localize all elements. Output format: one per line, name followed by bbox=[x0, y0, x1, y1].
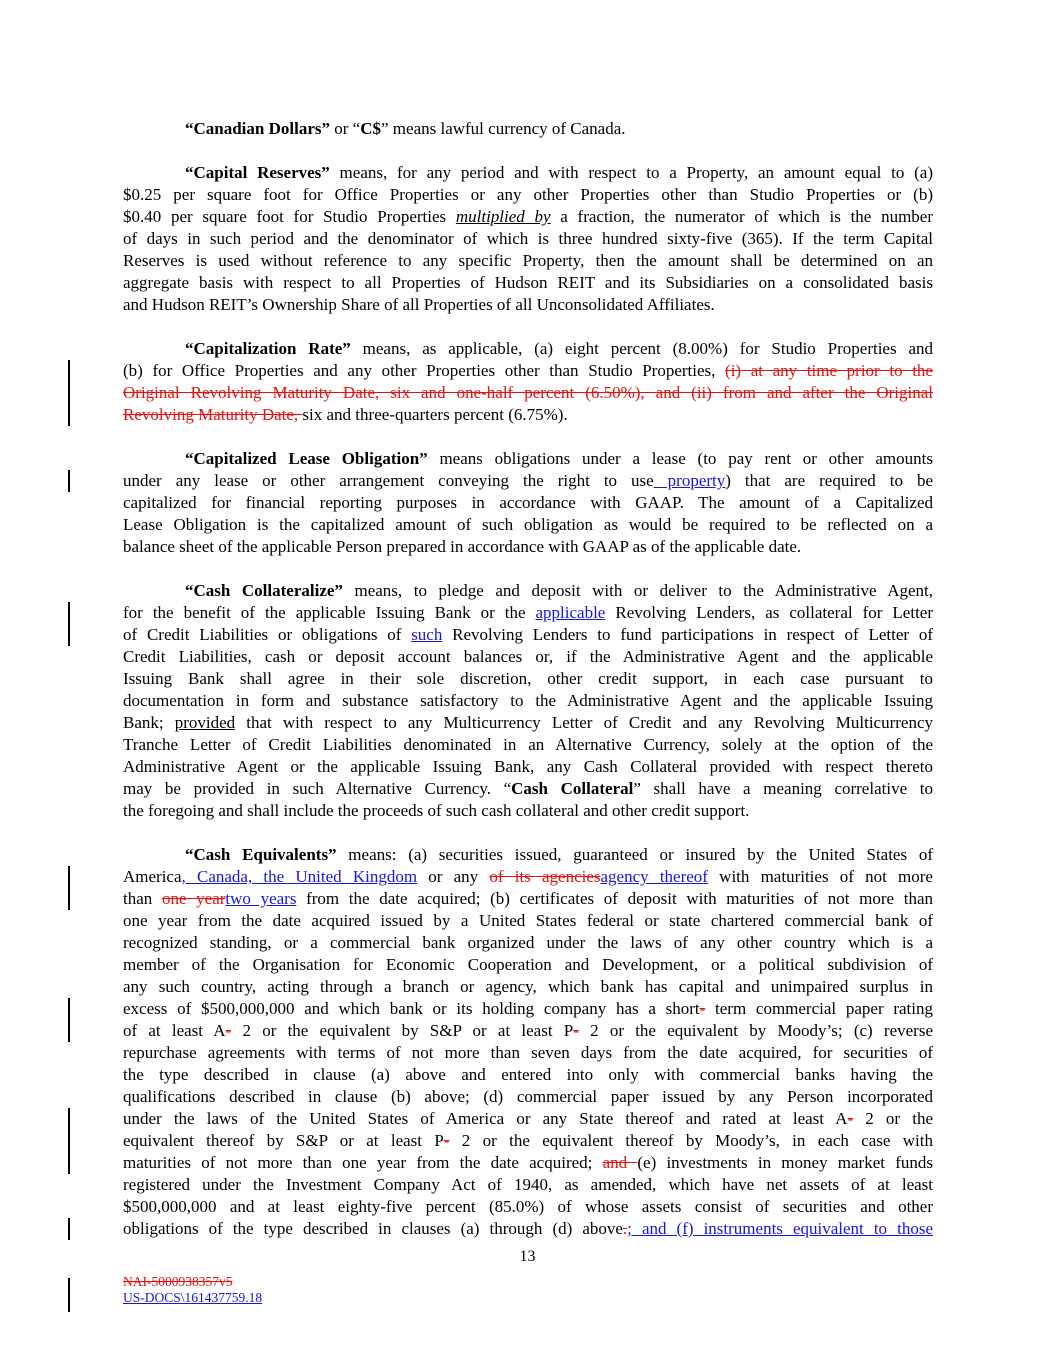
deleted-text: Revolving Maturity Date, bbox=[123, 405, 303, 424]
inserted-text: two years bbox=[225, 889, 297, 908]
body-text: that with respect to any Multicurrency Letter of Credit and any Revolving Multicurrency bbox=[235, 713, 934, 732]
body-text: 2 or the equivalent by S&P or at least P bbox=[231, 1021, 574, 1040]
text-line-changed bbox=[123, 470, 933, 492]
defined-term: “Canadian Dollars” bbox=[185, 119, 330, 138]
body-text: means, for any period and with respect to a Property, an amount equal to (a) bbox=[329, 163, 933, 182]
text-line bbox=[123, 668, 933, 690]
text-line bbox=[123, 338, 933, 360]
body-text: ” means lawful currency of Canada. bbox=[381, 119, 626, 138]
body-text: aggregate basis with respect to all Properties of Hudson REIT and its Subsidiaries on a consolidated basis bbox=[123, 273, 933, 292]
body-text: one year from the date acquired issued by a United States federal or state chartered commercial bank of bbox=[123, 911, 933, 930]
body-text: of Credit Liabilities or obligations of bbox=[123, 625, 412, 644]
body-text: Tranche Letter of Credit Liabilities denominated in an Alternative Currency, solely at the option of the bbox=[123, 735, 933, 754]
body-text: (e) investments in money market funds bbox=[637, 1153, 933, 1172]
text-line bbox=[123, 778, 933, 800]
body-text: balance sheet of the applicable Person prepared in accordance with GAAP as of the applicable date. bbox=[123, 537, 802, 556]
text-line bbox=[123, 580, 933, 602]
body-text: equivalent thereof by S&P or at least P bbox=[123, 1131, 444, 1150]
deleted-text: of its agencies bbox=[489, 867, 601, 886]
text-line bbox=[123, 756, 933, 778]
text-line-changed bbox=[123, 1020, 933, 1042]
text-line bbox=[123, 932, 933, 954]
body-text: $0.25 per square foot for Office Properties or any other Properties other than Studio Properties or (b) bbox=[123, 185, 933, 204]
text-line bbox=[123, 250, 933, 272]
text-line bbox=[123, 228, 933, 250]
body-text: 2 or the equivalent by Moody’s; (c) reverse bbox=[578, 1021, 933, 1040]
body-text: (b) for Office Properties and any other Properties other than Studio Properties, bbox=[123, 361, 726, 380]
body-text: means: (a) securities issued, guaranteed or insured by the United States of bbox=[336, 845, 933, 864]
body-text: term commercial paper rating bbox=[705, 999, 933, 1018]
paragraph bbox=[123, 162, 933, 316]
body-text: repurchase agreements with terms of not more than seven days from the date acquired, for securities of bbox=[123, 1043, 933, 1062]
italic-underlined-text: multiplied by bbox=[455, 207, 551, 226]
text-line bbox=[123, 954, 933, 976]
defined-term: “Cash Collateralize” bbox=[185, 581, 343, 600]
text-line-changed bbox=[123, 1130, 933, 1152]
paragraph bbox=[123, 118, 933, 140]
inserted-text: property bbox=[653, 471, 726, 490]
body-text: a fraction, the numerator of which is the number bbox=[550, 207, 933, 226]
body-text: Credit Liabilities, cash or deposit account balances or, if the Administrative Agent and the applicable bbox=[123, 647, 933, 666]
body-text: of days in such period and the denominator of which is three hundred sixty-five (365). If the term Capital bbox=[123, 229, 933, 248]
document-content bbox=[123, 118, 933, 1240]
body-text: under the laws of the United States of America or any State thereof and rated at least A bbox=[123, 1109, 848, 1128]
text-line bbox=[123, 1042, 933, 1064]
body-text: recognized standing, or a commercial bank organized under the laws of any other country which is a bbox=[123, 933, 933, 952]
deleted-text: Original Revolving Maturity Date, six and one-half percent (6.50%), and (ii) from and after the Original bbox=[123, 383, 933, 402]
body-text: of at least A bbox=[123, 1021, 226, 1040]
body-text: documentation in form and substance satisfactory to the Administrative Agent and the applicable Issuing bbox=[123, 691, 933, 710]
inserted-text: ; and (f) instruments equivalent to those bbox=[627, 1219, 933, 1238]
defined-term: “Cash Equivalents” bbox=[185, 845, 337, 864]
text-line bbox=[123, 272, 933, 294]
body-text: or “ bbox=[330, 119, 361, 138]
body-text: qualifications described in clause (b) above; (d) commercial paper issued by any Person incorporated bbox=[123, 1087, 933, 1106]
body-text: ) that are required to be bbox=[725, 471, 933, 490]
body-text: obligations of the type described in clauses (a) through (d) above bbox=[123, 1219, 623, 1238]
body-text: 2 or the equivalent thereof by Moody’s, in each case with bbox=[449, 1131, 933, 1150]
deleted-text: (i) at any time prior to the bbox=[725, 361, 933, 380]
text-line bbox=[123, 976, 933, 998]
text-line-changed bbox=[123, 888, 933, 910]
body-text: ” shall have a meaning correlative to bbox=[633, 779, 933, 798]
body-text: means, to pledge and deposit with or deliver to the Administrative Agent, bbox=[342, 581, 933, 600]
body-text: capitalized for financial reporting purposes in accordance with GAAP. The amount of a Capitalized bbox=[123, 493, 933, 512]
body-text: Bank; bbox=[123, 713, 175, 732]
page-number: 13 bbox=[519, 1248, 536, 1265]
text-line bbox=[123, 690, 933, 712]
body-text: America bbox=[123, 867, 182, 886]
inserted-text: , Canada, the United Kingdom bbox=[181, 867, 418, 886]
body-text: than bbox=[123, 889, 162, 908]
body-text: Reserves is used without reference to any specific Property, then the amount shall be determined on an bbox=[123, 251, 933, 270]
defined-term: “Capitalized Lease Obligation” bbox=[185, 449, 428, 468]
text-line bbox=[123, 206, 933, 228]
text-line bbox=[123, 514, 933, 536]
text-line bbox=[123, 1196, 933, 1218]
body-text: the foregoing and shall include the proceeds of such cash collateral and other credit support. bbox=[123, 801, 750, 820]
body-text: six and three-quarters percent (6.75%). bbox=[302, 405, 568, 424]
deleted-text: and bbox=[602, 1153, 638, 1172]
text-line bbox=[123, 800, 933, 822]
footer-references bbox=[123, 1274, 262, 1306]
underlined-text: provided bbox=[174, 713, 236, 732]
text-line-changed bbox=[123, 1108, 933, 1130]
paragraph bbox=[123, 580, 933, 822]
body-text: maturities of not more than one year from the date acquired; bbox=[123, 1153, 603, 1172]
body-text: and Hudson REIT’s Ownership Share of all Properties of all Unconsolidated Affiliates. bbox=[123, 295, 715, 314]
text-line bbox=[123, 646, 933, 668]
paragraph bbox=[123, 844, 933, 1240]
body-text: with maturities of not more bbox=[707, 867, 933, 886]
deleted-text: - bbox=[573, 1021, 579, 1040]
body-text: means obligations under a lease (to pay rent or other amounts bbox=[427, 449, 933, 468]
body-text: excess of $500,000,000 and which bank or its holding company has a short bbox=[123, 999, 700, 1018]
text-line-changed bbox=[123, 866, 933, 888]
text-line-changed bbox=[123, 602, 933, 624]
body-text: for the benefit of the applicable Issuing Bank or the bbox=[123, 603, 536, 622]
paragraph bbox=[123, 338, 933, 426]
text-line bbox=[123, 712, 933, 734]
deleted-text: - bbox=[225, 1021, 232, 1040]
text-line-changed bbox=[123, 624, 933, 646]
text-line bbox=[123, 1064, 933, 1086]
deleted-text: - bbox=[443, 1131, 450, 1150]
text-line-changed bbox=[123, 404, 933, 426]
text-line bbox=[123, 184, 933, 206]
body-text: Issuing Bank shall agree in their sole discretion, other credit support, in each case pursuant to bbox=[123, 669, 933, 688]
text-line bbox=[123, 294, 933, 316]
inserted-doc-reference: US-DOCS\161437759.18 bbox=[123, 1290, 263, 1305]
inserted-text: applicable bbox=[535, 603, 606, 622]
text-line bbox=[123, 734, 933, 756]
deleted-text: - bbox=[699, 999, 706, 1018]
text-line bbox=[123, 910, 933, 932]
text-line bbox=[123, 1086, 933, 1108]
body-text: any such country, acting through a branch or agency, which bank has capital and unimpaired surplus in bbox=[123, 977, 933, 996]
text-line-changed bbox=[123, 360, 933, 382]
defined-term: “Capitalization Rate” bbox=[185, 339, 351, 358]
text-line bbox=[123, 448, 933, 470]
text-line bbox=[123, 492, 933, 514]
text-line bbox=[123, 536, 933, 558]
body-text: or any bbox=[417, 867, 490, 886]
text-line bbox=[123, 844, 933, 866]
deleted-doc-reference: NAI-5000938357v5 bbox=[123, 1274, 233, 1289]
body-text: $500,000,000 and at least eighty-five percent (85.0%) of whose assets consist of securities and other bbox=[123, 1197, 933, 1216]
body-text: may be provided in such Alternative Currency. “ bbox=[123, 779, 512, 798]
text-line bbox=[123, 118, 933, 140]
text-line-changed bbox=[123, 1152, 933, 1174]
defined-term: “Capital Reserves” bbox=[185, 163, 330, 182]
body-text: means, as applicable, (a) eight percent (8.00%) for Studio Properties and bbox=[350, 339, 933, 358]
body-text: the type described in clause (a) above and entered into only with commercial banks having the bbox=[123, 1065, 933, 1084]
defined-term: C$ bbox=[360, 119, 381, 138]
body-text: from the date acquired; (b) certificates of deposit with maturities of not more than bbox=[296, 889, 933, 908]
text-line bbox=[123, 1174, 933, 1196]
paragraph bbox=[123, 448, 933, 558]
body-text: 2 or the bbox=[853, 1109, 933, 1128]
body-text: registered under the Investment Company Act of 1940, as amended, which have net assets of at least bbox=[123, 1175, 933, 1194]
body-text: Administrative Agent or the applicable Issuing Bank, any Cash Collateral provided with respect thereto bbox=[123, 757, 933, 776]
inserted-text: agency thereof bbox=[600, 867, 708, 886]
body-text: $0.40 per square foot for Studio Properties bbox=[123, 207, 456, 226]
body-text: member of the Organisation for Economic Cooperation and Development, or a political subdivision of bbox=[123, 955, 933, 974]
body-text: under any lease or other arrangement conveying the right to use bbox=[123, 471, 654, 490]
body-text: Revolving Lenders to fund participations in respect of Letter of bbox=[442, 625, 933, 644]
inserted-text: such bbox=[411, 625, 443, 644]
deleted-text: . bbox=[622, 1219, 628, 1238]
defined-term: Cash Collateral bbox=[511, 779, 634, 798]
text-line-changed bbox=[123, 998, 933, 1020]
body-text: Lease Obligation is the capitalized amount of such obligation as would be required to be reflected on a bbox=[123, 515, 933, 534]
body-text: Revolving Lenders, as collateral for Letter bbox=[605, 603, 933, 622]
text-line-changed bbox=[123, 1218, 933, 1240]
change-bar bbox=[68, 1278, 70, 1312]
text-line bbox=[123, 162, 933, 184]
deleted-text: - bbox=[847, 1109, 854, 1128]
text-line-changed bbox=[123, 382, 933, 404]
deleted-text: one year bbox=[161, 889, 226, 908]
